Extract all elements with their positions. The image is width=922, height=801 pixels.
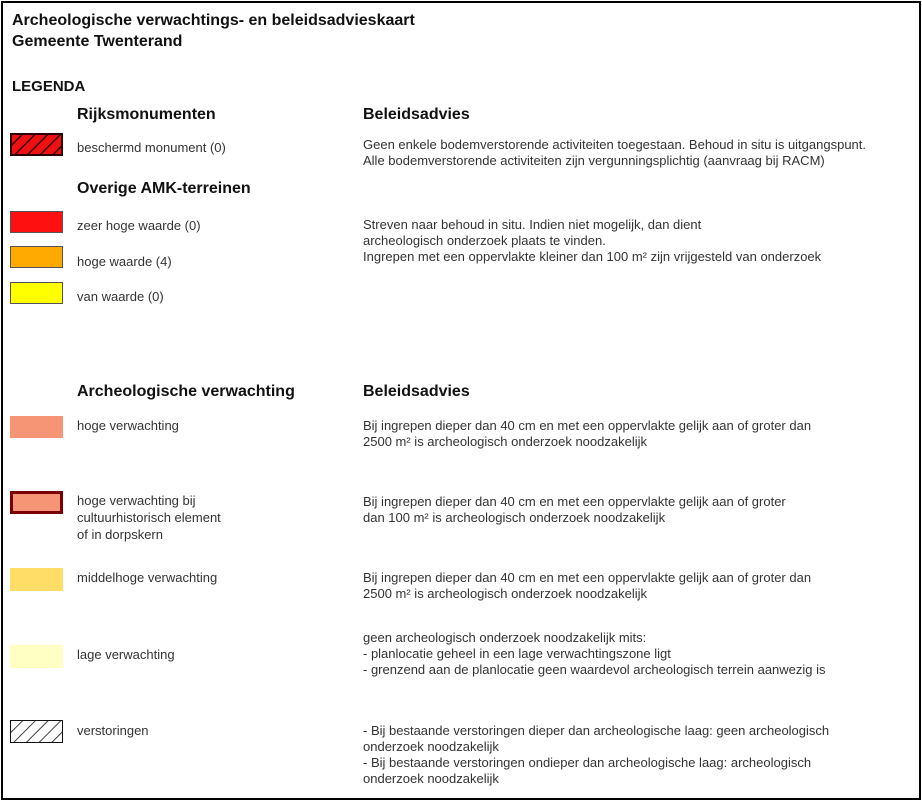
- item-lage-verwachting: [77, 646, 175, 663]
- item-label-line: cultuurhistorisch element: [77, 510, 221, 525]
- section-overige-amk-heading: Overige AMK-terreinen: [77, 180, 251, 197]
- section-rijksmonumenten-heading: Rijksmonumenten: [77, 106, 216, 123]
- beleidsadvies-heading-2: Beleidsadvies: [363, 383, 470, 400]
- swatch-van-waarde: [10, 282, 63, 304]
- swatch-zeer-hoge-waarde: [10, 211, 63, 233]
- advice-line: - grenzend aan de planlocatie geen waardevol archeologisch terrein aanwezig is: [363, 662, 826, 677]
- advice-line: 2500 m² is archeologisch onderzoek noodzakelijk: [363, 434, 647, 449]
- item-label-line: verstoringen: [77, 723, 149, 738]
- advice-line: Streven naar behoud in situ. Indien niet mogelijk, dan dient: [363, 217, 702, 232]
- advice-hoge-verwachting: [363, 418, 811, 450]
- advice-lage-verwachting: [363, 630, 826, 678]
- item-hoge-waarde: hoge waarde (4): [77, 254, 172, 269]
- advice-line: - Bij bestaande verstoringen dieper dan archeologische laag: geen archeologisch: [363, 723, 830, 738]
- swatch-hoge-waarde: [10, 246, 63, 268]
- advice-overige-amk: [363, 217, 821, 265]
- advice-line: Bij ingrepen dieper dan 40 cm en met een oppervlakte gelijk aan of groter: [363, 494, 786, 509]
- swatch-hoge-verwachting: [10, 416, 63, 438]
- advice-hoge-verwachting-cultuurhistorisch: [363, 494, 786, 526]
- item-hoge-verwachting: [77, 417, 179, 434]
- item-label-line: lage verwachting: [77, 647, 175, 662]
- item-verstoringen: [77, 722, 149, 739]
- advice-rijksmonumenten: [363, 137, 866, 169]
- item-label-line: middelhoge verwachting: [77, 570, 218, 585]
- advice-line: 2500 m² is archeologisch onderzoek noodzakelijk: [363, 586, 647, 601]
- item-label-line: of in dorpskern: [77, 527, 163, 542]
- swatch-beschermd-monument: [10, 133, 63, 156]
- advice-line: Geen enkele bodemverstorende activiteiten toegestaan. Behoud in situ is uitgangspunt.: [363, 137, 867, 152]
- advice-line: onderzoek noodzakelijk: [363, 739, 499, 754]
- advice-line: onderzoek noodzakelijk: [363, 771, 499, 786]
- advice-line: - planlocatie geheel in een lage verwachtingszone ligt: [363, 646, 671, 661]
- swatch-middelhoge-verwachting: [10, 568, 63, 591]
- swatch-verstoringen: [10, 720, 63, 743]
- item-hoge-verwachting-cultuurhistorisch: [77, 492, 221, 543]
- section-verwachting-heading: Archeologische verwachting: [77, 383, 295, 400]
- advice-verstoringen: [363, 723, 829, 787]
- item-beschermd-monument: beschermd monument (0): [77, 140, 226, 155]
- item-van-waarde: van waarde (0): [77, 289, 164, 304]
- advice-line: dan 100 m² is archeologisch onderzoek noodzakelijk: [363, 510, 666, 525]
- advice-line: archeologisch onderzoek plaats te vinden.: [363, 233, 606, 248]
- item-middelhoge-verwachting: [77, 569, 217, 586]
- map-subtitle: Gemeente Twenterand: [12, 33, 183, 50]
- item-zeer-hoge-waarde: zeer hoge waarde (0): [77, 218, 201, 233]
- swatch-lage-verwachting: [10, 645, 63, 668]
- advice-line: Bij ingrepen dieper dan 40 cm en met een oppervlakte gelijk aan of groter dan: [363, 418, 812, 433]
- map-title: Archeologische verwachtings- en beleidsadvieskaart: [12, 12, 415, 29]
- advice-line: Bij ingrepen dieper dan 40 cm en met een oppervlakte gelijk aan of groter dan: [363, 570, 812, 585]
- swatch-hoge-verwachting-cultuurhistorisch: [10, 491, 63, 514]
- advice-line: geen archeologisch onderzoek noodzakelijk mits:: [363, 630, 647, 645]
- advice-middelhoge-verwachting: [363, 570, 811, 602]
- advice-line: - Bij bestaande verstoringen ondieper dan archeologische laag: archeologisch: [363, 755, 812, 770]
- item-label-line: hoge verwachting: [77, 418, 179, 433]
- item-label-line: hoge verwachting bij: [77, 493, 196, 508]
- legend-heading: LEGENDA: [12, 78, 86, 95]
- beleidsadvies-heading-1: Beleidsadvies: [363, 106, 470, 123]
- advice-line: Alle bodemverstorende activiteiten zijn vergunningsplichtig (aanvraag bij RACM): [363, 153, 825, 168]
- advice-line: Ingrepen met een oppervlakte kleiner dan 100 m² zijn vrijgesteld van onderzoek: [363, 249, 822, 264]
